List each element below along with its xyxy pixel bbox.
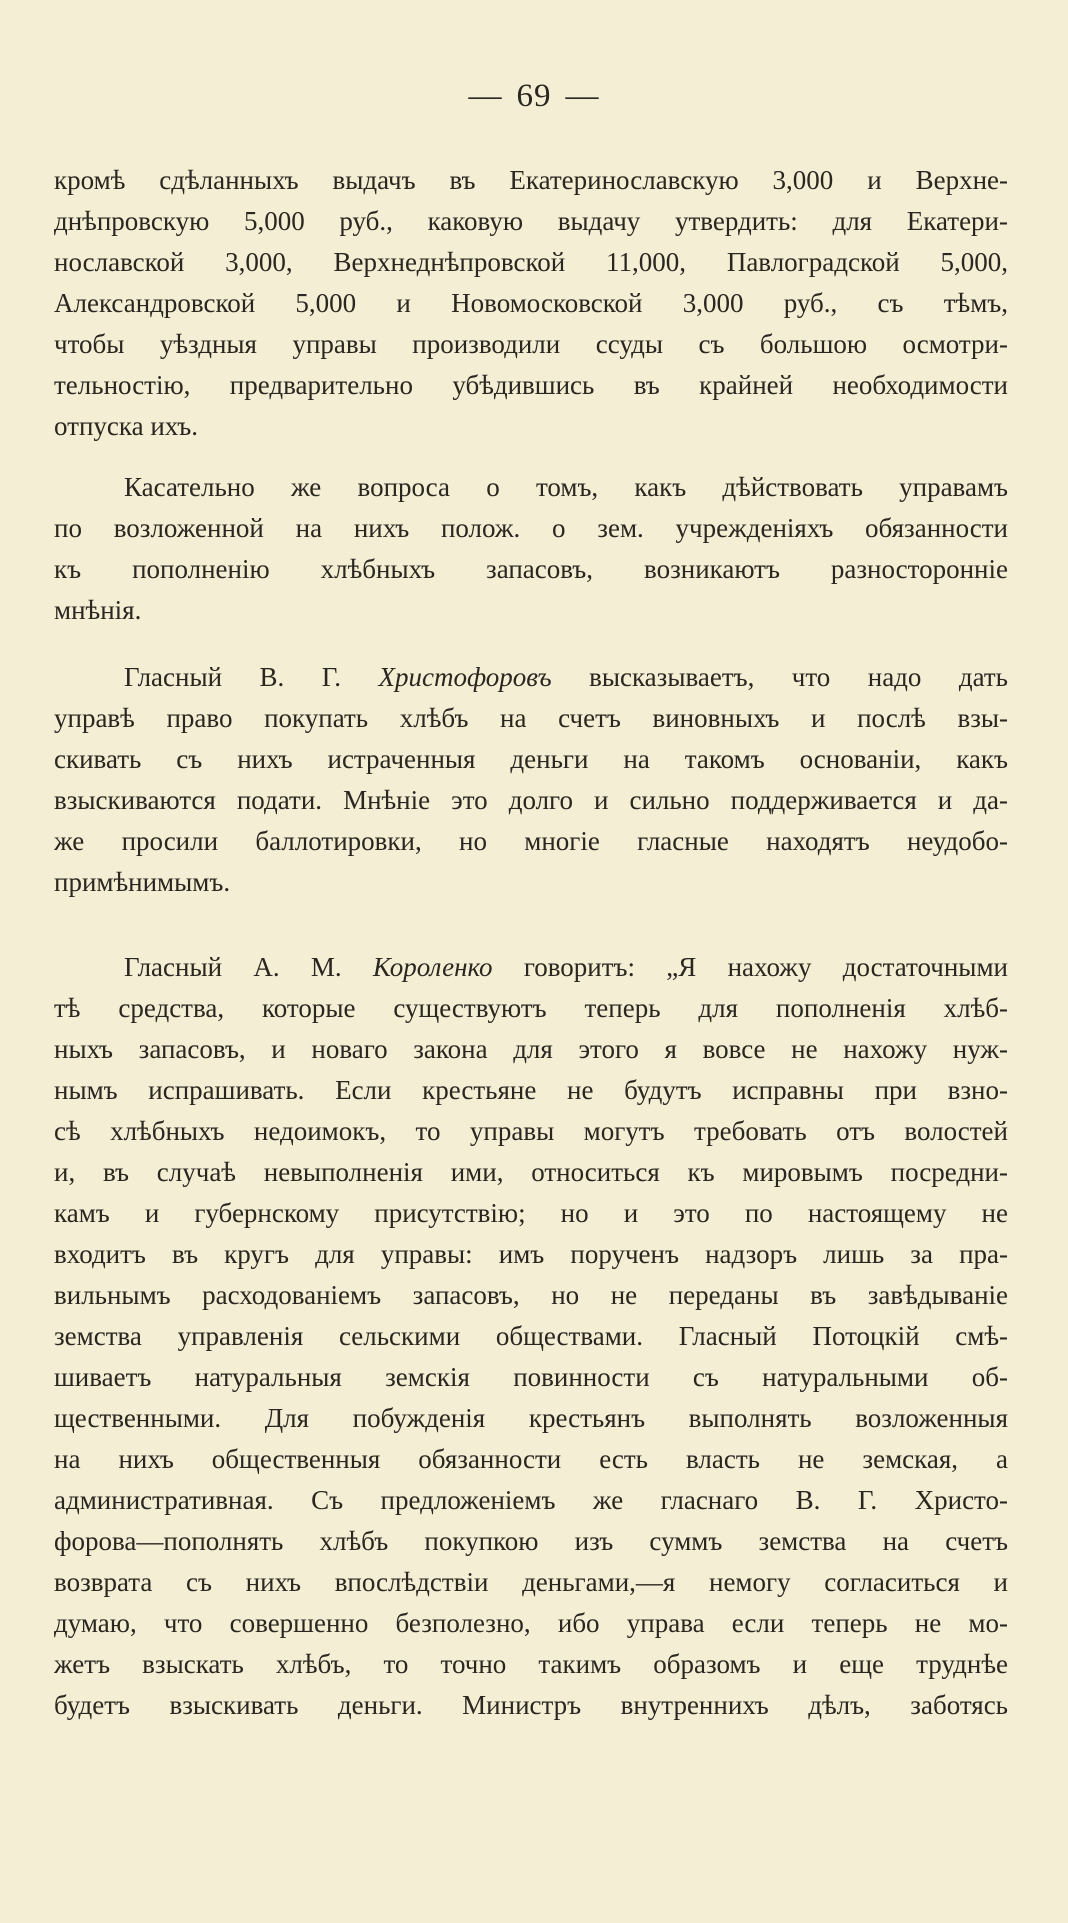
text-line: днѣпровскую 5,000 руб., каковую выдачу утвердить: для Екатери- xyxy=(54,206,1008,236)
text-line: чтобы уѣздныя управы производили ссуды съ большою осмотри- xyxy=(54,329,1008,359)
paragraph-3 xyxy=(54,657,1008,903)
text-line: шиваетъ натуральныя земскія повинности съ натуральными об- xyxy=(54,1362,1008,1392)
text-line: нославской 3,000, Верхнеднѣпровской 11,000, Павлоградской 5,000, xyxy=(54,247,1008,277)
paragraph-1 xyxy=(54,160,1008,447)
text-run: Гласный В. Г. xyxy=(124,662,379,692)
text-line: думаю, что совершенно безполезно, ибо управа если теперь не мо- xyxy=(54,1608,1008,1638)
page-number xyxy=(0,78,1068,115)
page-number-dash-left: — xyxy=(468,78,503,114)
paragraph-4 xyxy=(54,947,1008,1767)
text-line: входитъ въ кругъ для управы: имъ порученъ надзоръ лишь за пра- xyxy=(54,1239,1008,1269)
text-line: Александровской 5,000 и Новомосковской 3,000 руб., съ тѣмъ, xyxy=(54,288,1008,318)
text-line: мнѣнія. xyxy=(54,595,142,625)
text-line: тельностію, предварительно убѣдившись въ крайней необходимости xyxy=(54,370,1008,400)
text-line: нымъ испрашивать. Если крестьяне не будутъ исправны при взно- xyxy=(54,1075,1008,1105)
page-number-value: 69 xyxy=(516,78,552,114)
italic-name: Христофоровъ xyxy=(378,662,552,692)
text-line-with-italic xyxy=(54,657,1008,698)
text-line: отпуска ихъ. xyxy=(54,411,198,441)
text-line: административная. Съ предложеніемъ же гласнаго В. Г. Христо- xyxy=(54,1485,1008,1515)
text-line-with-italic xyxy=(54,947,1008,988)
text-line: на нихъ общественныя обязанности есть власть не земская, а xyxy=(54,1444,1008,1474)
paragraph-2 xyxy=(54,467,1008,631)
page-number-dash-right: — xyxy=(565,78,600,114)
text-line: земства управленія сельскими обществами. Гласный Потоцкій смѣ- xyxy=(54,1321,1008,1351)
text-line: же просили баллотировки, но многіе гласные находятъ неудобо- xyxy=(54,826,1008,856)
text-line: камъ и губернскому присутствію; но и это по настоящему не xyxy=(54,1198,1008,1228)
text-line: Касательно же вопроса о томъ, какъ дѣйствовать управамъ xyxy=(124,472,1008,502)
text-line: щественными. Для побужденія крестьянъ выполнять возложенныя xyxy=(54,1403,1008,1433)
text-line: ныхъ запасовъ, и новаго закона для этого я вовсе не нахожу нуж- xyxy=(54,1034,1008,1064)
text-line: взыскиваются подати. Мнѣніе это долго и сильно поддерживается и да- xyxy=(54,785,1008,815)
text-line: кромѣ сдѣланныхъ выдачъ въ Екатеринославскую 3,000 и Верхне- xyxy=(54,165,1008,195)
text-line: сѣ хлѣбныхъ недоимокъ, то управы могутъ требовать отъ волостей xyxy=(54,1116,1008,1146)
text-run: высказываетъ, что надо дать xyxy=(551,662,1008,692)
text-line: будетъ взыскивать деньги. Министръ внутреннихъ дѣлъ, заботясь xyxy=(54,1690,1008,1720)
text-line: форова—пополнять хлѣбъ покупкою изъ суммъ земства на счетъ xyxy=(54,1526,1008,1556)
text-line: вильнымъ расходованіемъ запасовъ, но не переданы въ завѣдываніе xyxy=(54,1280,1008,1310)
text-line: управѣ право покупать хлѣбъ на счетъ виновныхъ и послѣ взы- xyxy=(54,703,1008,733)
text-line: скивать съ нихъ истраченныя деньги на такомъ основаніи, какъ xyxy=(54,744,1008,774)
text-line xyxy=(54,1726,1008,1767)
text-line: къ пополненію хлѣбныхъ запасовъ, возникаютъ разносторонніе xyxy=(54,554,1008,584)
text-run: Гласный А. М. xyxy=(124,952,373,982)
text-line: жетъ взыскать хлѣбъ, то точно такимъ образомъ и еще труднѣе xyxy=(54,1649,1008,1679)
text-line: примѣнимымъ. xyxy=(54,867,231,897)
text-line: возврата съ нихъ впослѣдствіи деньгами,—я немогу согласиться и xyxy=(54,1567,1008,1597)
text-line: по возложенной на нихъ полож. о зем. учрежденіяхъ обязанности xyxy=(54,513,1008,543)
italic-name: Короленко xyxy=(372,952,493,982)
text-line: тѣ средства, которые существуютъ теперь для пополненія хлѣб- xyxy=(54,993,1008,1023)
text-run: говоритъ: „Я нахожу достаточными xyxy=(492,952,1008,982)
text-line: и, въ случаѣ невыполненія ими, относиться къ мировымъ посредни- xyxy=(54,1157,1008,1187)
